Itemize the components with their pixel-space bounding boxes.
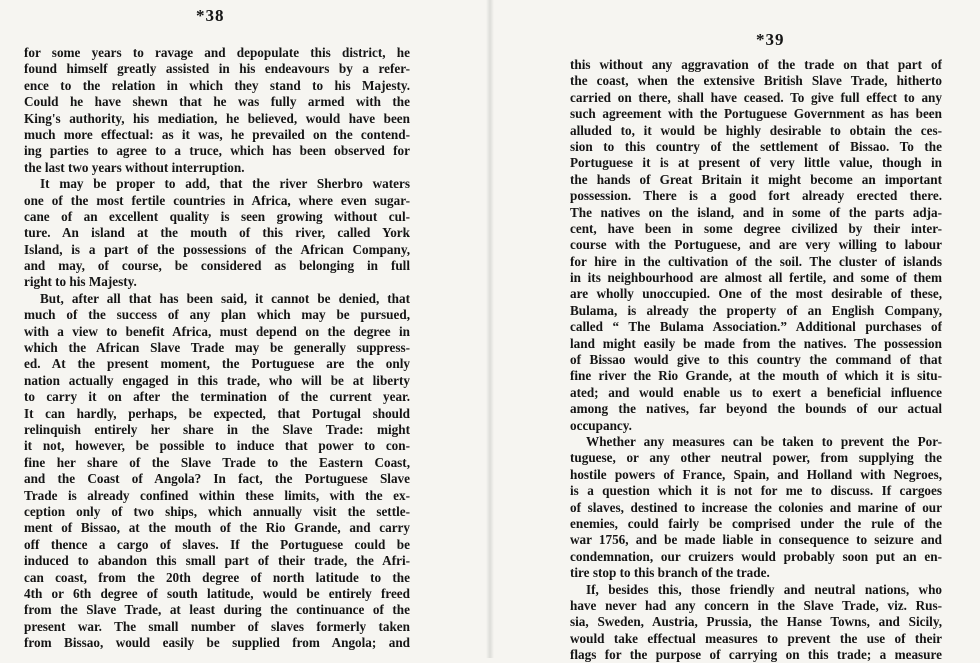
text-line: much of the success of any plan which may be pursued, <box>24 307 410 323</box>
text-line: sia, Sweden, Austria, Prussia, the Hanse Towns, and Sicily, <box>570 614 942 630</box>
text-line: war 1756, and be made liable in consequence to seizure and <box>570 532 942 548</box>
text-line: occupancy. <box>570 417 632 433</box>
page-number-left: *38 <box>196 6 225 25</box>
text-line: flags for the purpose of carrying on this trade; a measure <box>570 647 942 663</box>
text-line: the coast, when the extensive British Slave Trade, hitherto <box>570 73 942 89</box>
text-line: would take effectual measures to prevent the use of their <box>570 630 942 646</box>
text-line: ed. At the present moment, the Portuguese are the only <box>24 356 410 372</box>
left-page-text <box>24 45 410 651</box>
text-line: carried on there, shall have ceased. To give full effect to any <box>570 89 942 105</box>
text-line: course with the Portuguese, and are very willing to labour <box>570 237 942 253</box>
text-line: for some years to ravage and depopulate this district, he <box>24 45 410 60</box>
text-line: The natives on the island, and in some of the parts adja- <box>570 204 942 220</box>
text-line: the last two years without interruption. <box>24 159 245 175</box>
text-line: from Bissao, would easily be supplied from Angola; and <box>24 635 410 651</box>
text-line: Trade is already confined within these limits, with the ex- <box>24 487 410 503</box>
text-line: are wholly unoccupied. One of the most desirable of these, <box>570 286 942 302</box>
page-number-right: *39 <box>756 30 785 49</box>
text-line: in its neighbourhood are almost all fertile, and some of them <box>570 270 942 286</box>
text-line: But, after all that has been said, it cannot be denied, that <box>40 290 410 306</box>
text-line: hostile powers of France, Spain, and Holland with Negroes, <box>570 466 942 482</box>
text-line: for hire in the cultivation of the soil. The cluster of islands <box>570 253 942 269</box>
text-line: ing parties to agree to a truce, which has been observed for <box>24 143 410 159</box>
text-line: and the Coast of Angola? In fact, the Portuguese Slave <box>24 471 410 487</box>
text-line: this without any aggravation of the trade on that part of <box>570 57 942 72</box>
text-line: the hands of Great Britain it might become an important <box>570 171 942 187</box>
text-line: fine river the Rio Grande, at the mouth of which it is situ- <box>570 368 942 384</box>
text-line: off thence a cargo of slaves. If the Portuguese could be <box>24 536 410 552</box>
text-line: possession. There is a good fort already erected there. <box>570 188 942 204</box>
text-line: Bulama, is already the property of an English Company, <box>570 302 942 318</box>
text-line: nation actually engaged in this trade, who will be at liberty <box>24 372 410 388</box>
text-line: ment of Bissao, at the mouth of the Rio Grande, and carry <box>24 520 410 536</box>
text-line: right to his Majesty. <box>24 274 137 290</box>
text-line: 4th or 6th degree of south latitude, would be entirely freed <box>24 585 410 601</box>
text-line: alluded to, it would be highly desirable to obtain the ces- <box>570 122 942 138</box>
text-line: with a view to benefit Africa, must depend on the degree in <box>24 323 410 339</box>
text-line: It may be proper to add, that the river Sherbro waters <box>40 176 410 192</box>
text-line: have never had any concern in the Slave Trade, viz. Rus- <box>570 597 942 613</box>
text-line: relinquish entirely her share in the Slave Trade: might <box>24 421 410 437</box>
text-line: ence to the relation in which they stand to his Majesty. <box>24 77 410 93</box>
text-line: ture. An island at the mouth of this river, called York <box>24 225 410 241</box>
text-line: enemies, could fairly be comprised under the rule of the <box>570 515 942 531</box>
text-line: ated; and would enable us to exert a beneficial influence <box>570 384 942 400</box>
text-line: Could he have shewn that he was fully armed with the <box>24 94 410 110</box>
text-line: of Bissao would give to this country the command of that <box>570 352 942 368</box>
text-line: from the Slave Trade, at least during the continuance of the <box>24 602 410 618</box>
text-line: cent, have been in some degree civilized by their inter- <box>570 220 942 236</box>
text-line: called “ The Bulama Association.” Additional purchases of <box>570 319 942 335</box>
right-page <box>490 0 980 663</box>
text-line: condemnation, our cruizers would probably soon put an en- <box>570 548 942 564</box>
right-page-text <box>570 57 942 663</box>
text-line: cane of an excellent quality is seen growing without cul- <box>24 208 410 224</box>
text-line: which the African Slave Trade may be generally suppress- <box>24 340 410 356</box>
text-line: If, besides this, those friendly and neutral nations, who <box>586 581 942 597</box>
text-line: ception only of two ships, which annually visit the settle- <box>24 503 410 519</box>
text-line: of slaves, destined to increase the colonies and marine of our <box>570 499 942 515</box>
text-line: much more effectual: as it was, he prevailed on the contend- <box>24 126 410 142</box>
text-line: one of the most fertile countries in Africa, where even sugar- <box>24 192 410 208</box>
text-line: found himself greatly assisted in his endeavours by a refer- <box>24 61 410 77</box>
text-line: induced to abandon this small part of their trade, the Afri- <box>24 553 410 569</box>
text-line: tuguese, or any other neutral power, from supplying the <box>570 450 942 466</box>
text-line: and may, of course, be considered as belonging in full <box>24 258 410 274</box>
text-line: present war. The small number of slaves formerly taken <box>24 618 410 634</box>
text-line: It can hardly, perhaps, be expected, that Portugal should <box>24 405 410 421</box>
text-line: it not, however, be possible to induce that power to con- <box>24 438 410 454</box>
text-line: among the natives, far beyond the bounds of our actual <box>570 401 942 417</box>
text-line: fine her share of the Slave Trade to the Eastern Coast, <box>24 454 410 470</box>
text-line: Island, is a part of the possessions of the African Company, <box>24 241 410 257</box>
text-line: tire stop to this branch of the trade. <box>570 565 770 581</box>
text-line: such agreement with the Portuguese Government as has been <box>570 106 942 122</box>
text-line: can coast, from the 20th degree of north latitude to the <box>24 569 410 585</box>
text-line: Portuguese it is at present of very little value, though in <box>570 155 942 171</box>
text-line: to carry it on after the termination of the current year. <box>24 389 410 405</box>
text-line: Whether any measures can be taken to prevent the Por- <box>586 433 942 449</box>
text-line: is a question which it is not for me to discuss. If cargoes <box>570 483 942 499</box>
text-line: sion to this country of the settlement of Bissao. To the <box>570 138 942 154</box>
text-line: land might easily be made from the natives. The possession <box>570 335 942 351</box>
text-line: King's authority, his mediation, he believed, would have been <box>24 110 410 126</box>
left-page <box>0 0 490 658</box>
